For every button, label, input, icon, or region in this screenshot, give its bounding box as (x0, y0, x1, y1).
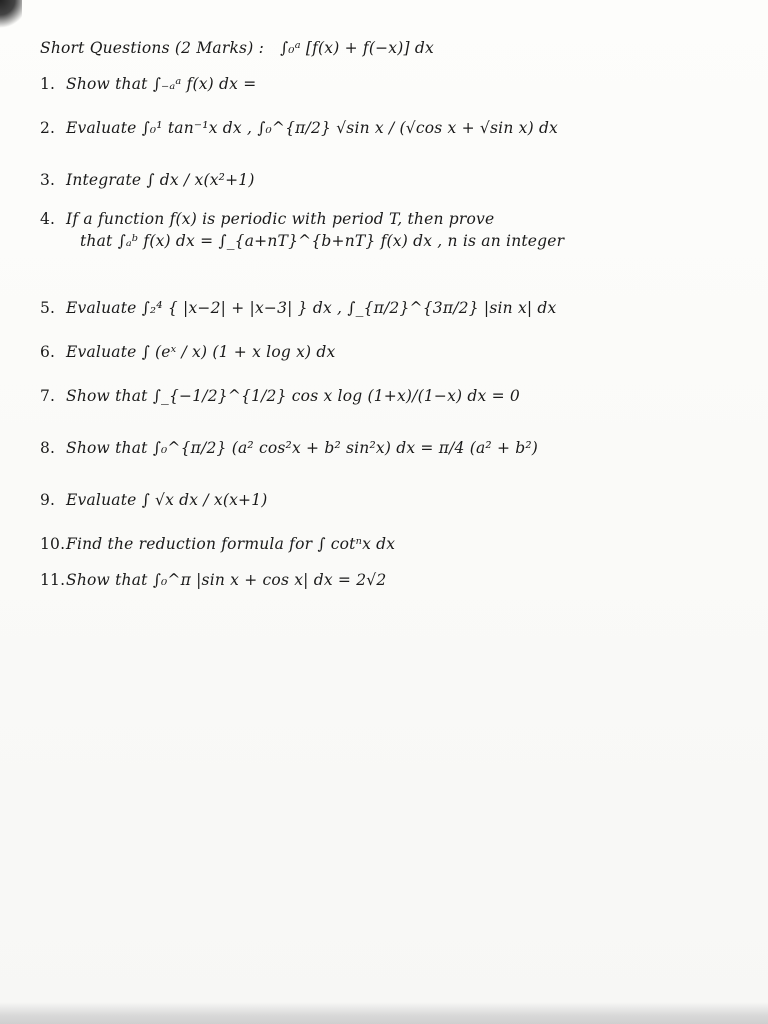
question-text: Evaluate ∫ √x dx / x(x+1) (66, 491, 268, 509)
question-text: Show that ∫₋ₐᵃ f(x) dx = (66, 75, 257, 93)
question-number: 1. (40, 75, 56, 93)
question-1 (40, 66, 750, 102)
question-text-continued: that ∫ₐᵇ f(x) dx = ∫_{a+nT}^{b+nT} f(x) dx , n is an integer (80, 232, 565, 250)
question-number: 3. (40, 171, 56, 189)
question-text: Show that ∫₀^{π/2} (a² cos²x + b² sin²x) dx = π/4 (a² + b²) (66, 439, 539, 457)
question-5 (40, 282, 750, 334)
question-text: Integrate ∫ dx / x(x²+1) (66, 171, 255, 189)
question-number: 2. (40, 119, 56, 137)
question-6 (40, 334, 750, 370)
question-4 (40, 206, 750, 282)
question-9 (40, 474, 750, 526)
question-number: 6. (40, 343, 56, 361)
question-text: Show that ∫_{−1/2}^{1/2} cos x log (1+x)/(1−x) dx = 0 (66, 387, 520, 405)
question-text: Find the reduction formula for ∫ cotⁿx dx (66, 535, 396, 553)
question-text: Evaluate ∫ (eˣ / x) (1 + x log x) dx (66, 343, 336, 361)
heading-row (40, 30, 750, 66)
page-bottom-shadow (0, 1002, 768, 1024)
question-3 (40, 154, 750, 206)
question-7 (40, 370, 750, 422)
page-corner-shadow (0, 0, 22, 30)
question-text: Show that ∫₀^π |sin x + cos x| dx = 2√2 (66, 571, 387, 589)
question-number: 4. (40, 210, 56, 228)
question-10 (40, 526, 750, 562)
question-8 (40, 422, 750, 474)
question-number: 10. (40, 535, 66, 553)
question-text: Evaluate ∫₀¹ tan⁻¹x dx , ∫₀^{π/2} √sin x / (√cos x + √sin x) dx (66, 119, 559, 137)
question-number: 9. (40, 491, 56, 509)
question-number: 11. (40, 571, 66, 589)
question-text: If a function f(x) is periodic with period T, then prove (66, 210, 495, 228)
question-2 (40, 102, 750, 154)
question-text-block (66, 210, 564, 250)
sheet-heading: Short Questions (2 Marks) : (40, 39, 264, 57)
question-number: 7. (40, 387, 56, 405)
question-sheet (40, 30, 750, 598)
question-number: 5. (40, 299, 56, 317)
question-11 (40, 562, 750, 598)
question-text: Evaluate ∫₂⁴ { |x−2| + |x−3| } dx , ∫_{π/2}^{3π/2} |sin x| dx (66, 299, 557, 317)
heading-formula: ∫₀ᵃ [f(x) + f(−x)] dx (280, 39, 434, 57)
question-number: 8. (40, 439, 56, 457)
